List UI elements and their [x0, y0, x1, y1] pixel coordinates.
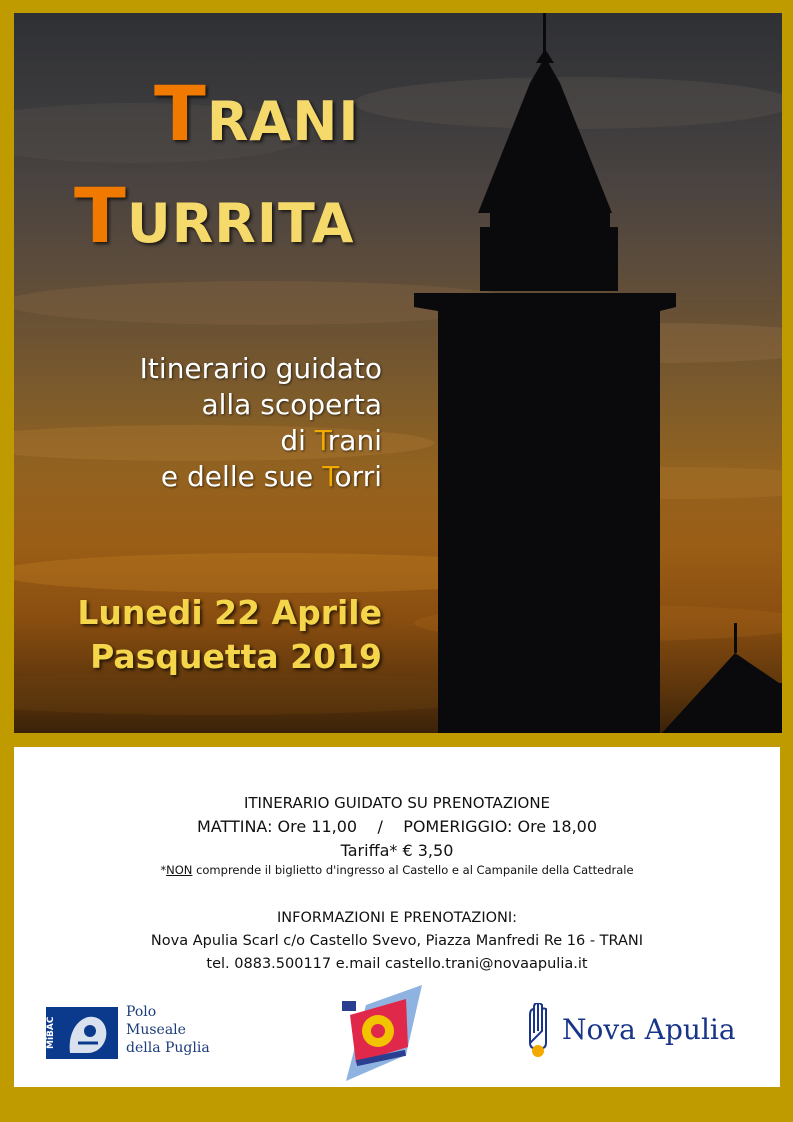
info-panel [14, 747, 780, 1087]
title-rest-rani: RANI [206, 90, 360, 153]
contact-heading: INFORMAZIONI E PRENOTAZIONI: [276, 910, 518, 926]
event-date [77, 591, 382, 679]
subtitle-line-4 [140, 459, 382, 495]
subtitle-3-post: rani [327, 424, 382, 457]
title-cap-t2: T [74, 171, 127, 260]
polo-line-1: Polo [126, 1004, 157, 1020]
nova-apulia-hand-icon [522, 1003, 558, 1059]
title-cap-t: T [154, 69, 207, 158]
subtitle-line-3 [140, 423, 382, 459]
polo-museale-logo [46, 997, 226, 1067]
nova-apulia-text: Nova Apulia [562, 1013, 736, 1046]
note-non: NON [166, 863, 193, 877]
puglia-castelli-logo [336, 985, 426, 1083]
date-line-2: Pasquetta 2019 [90, 637, 382, 676]
booking-info [14, 791, 780, 863]
note-asterisk: * [160, 863, 167, 877]
contact-address: Nova Apulia Scarl c/o Castello Svevo, Piazza Manfredi Re 16 - TRANI [150, 933, 644, 949]
mibac-label: MiBAC [46, 1007, 60, 1059]
tariff-note [14, 863, 780, 877]
booking-heading: ITINERARIO GUIDATO SU PRENOTAZIONE [243, 794, 551, 812]
contact-details: tel. 0883.500117 e.mail castello.trani@novaapulia.it [206, 956, 588, 972]
polo-museale-text [126, 1003, 210, 1057]
subtitle-4-post: orri [334, 460, 382, 493]
title-rest-urrita: URRITA [126, 192, 355, 255]
contact-info [14, 907, 780, 976]
title-line-trani [154, 69, 360, 158]
subtitle-4-highlight: T [322, 460, 335, 493]
booking-times: MATTINA: Ore 11,00 / POMERIGGIO: Ore 18,00 [196, 817, 598, 836]
nova-apulia-logo [522, 1003, 762, 1059]
subtitle-line-1: Itinerario guidato [139, 352, 382, 385]
date-line-1: Lunedi 22 Aprile [77, 593, 382, 632]
polo-line-3: della Puglia [126, 1040, 210, 1056]
title-line-turrita [74, 171, 354, 260]
note-text: comprende il biglietto d'ingresso al Castello e al Campanile della Cattedrale [192, 863, 634, 877]
subtitle-4-pre: e delle sue [160, 460, 323, 493]
booking-tariff: Tariffa* € 3,50 [340, 841, 454, 860]
poster-photo [14, 13, 782, 733]
subtitle-3-pre: di [280, 424, 315, 457]
subtitle-block [140, 351, 382, 495]
subtitle-3-highlight: T [314, 424, 328, 457]
subtitle-line-2: alla scoperta [201, 388, 382, 421]
polo-line-2: Museale [126, 1022, 186, 1038]
mibac-emblem-icon [60, 1007, 118, 1059]
